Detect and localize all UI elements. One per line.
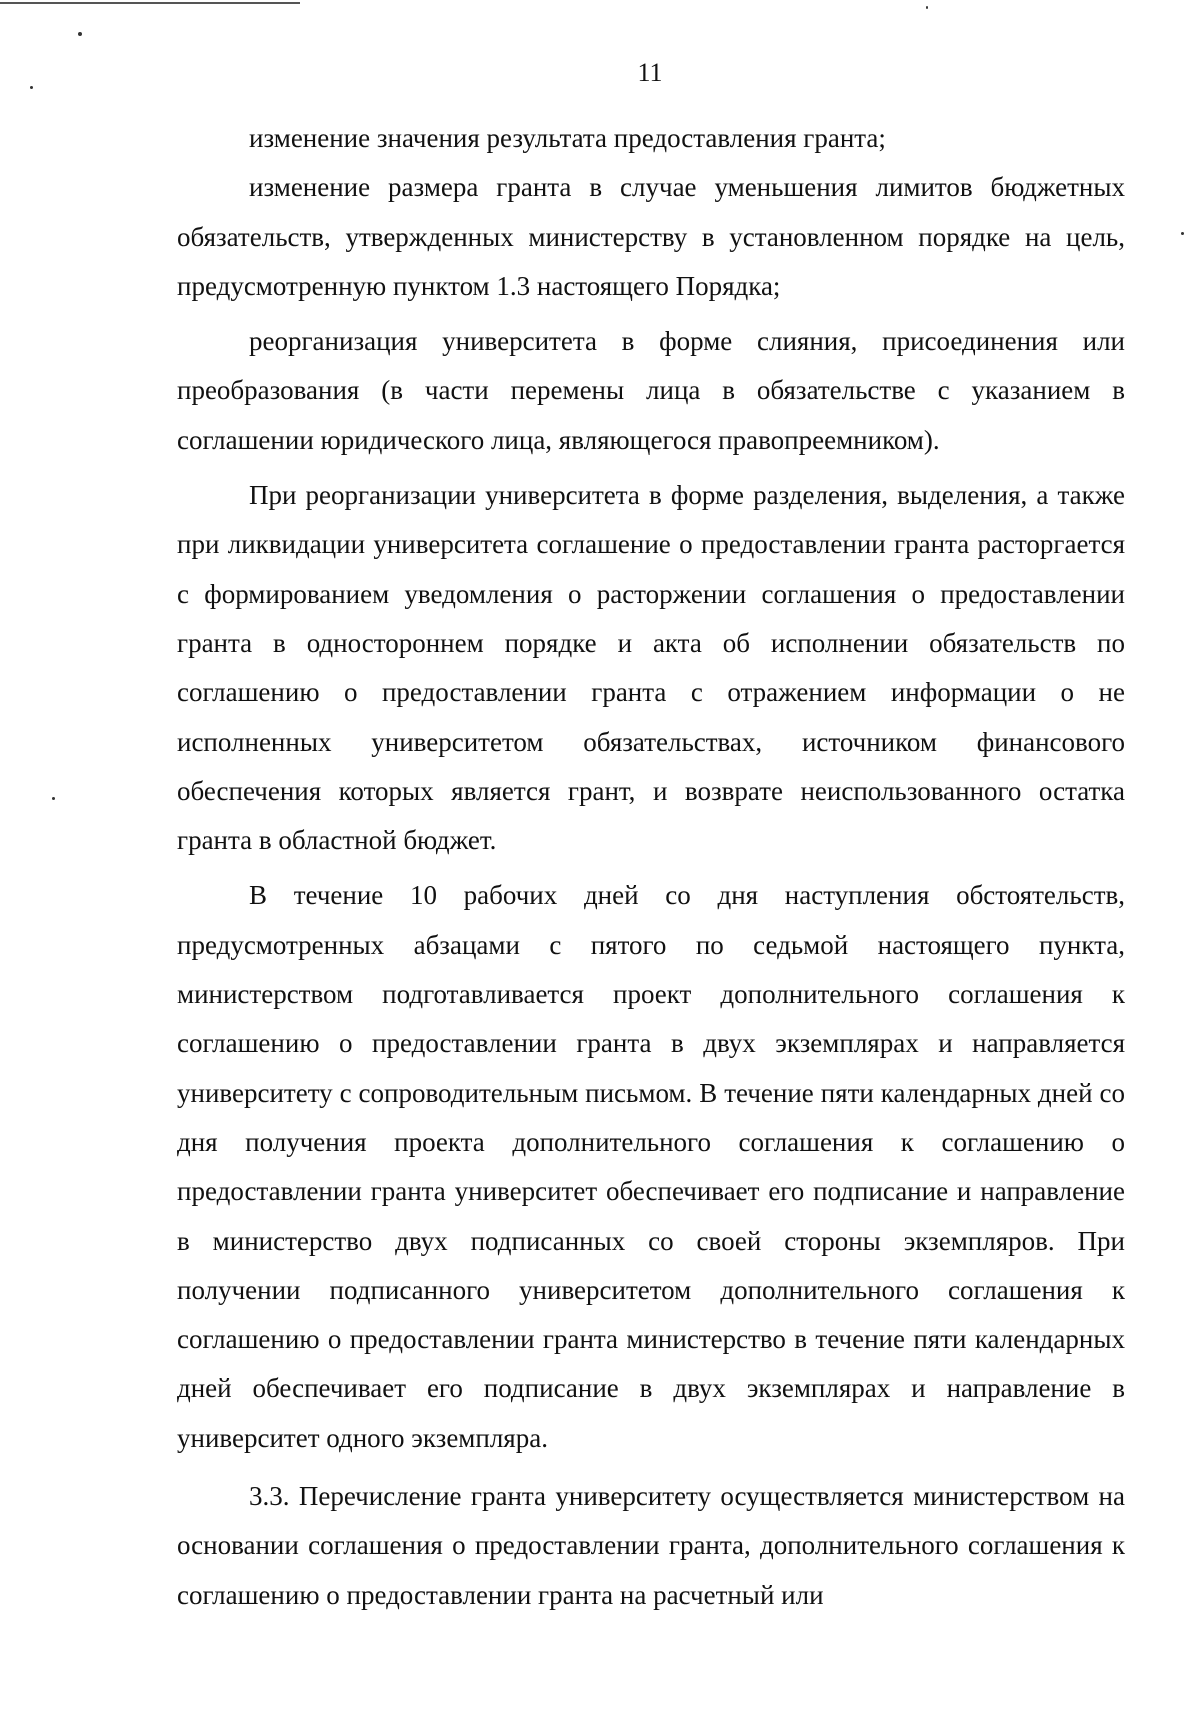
scan-speck — [52, 797, 55, 800]
scan-speck — [78, 32, 82, 36]
paragraph: При реорганизации университета в форме разделения, выделения, а также при ликвидации университета соглашение о предоставлении гранта расторгается с формированием уведомления о расторжении соглашения о предоставлении гранта в одностороннем порядке и акта об исполнении обязательств по соглашению о предоставлении гранта с отражением информации о не исполненных университетом обязательствах, источником финансового обеспечения которых является грант, и возврате неиспользованного остатка гранта в областной бюджет. — [177, 480, 1125, 856]
document-body — [177, 114, 1125, 1620]
paragraph: В течение 10 рабочих дней со дня наступления обстоятельств, предусмотренных абзацами с пятого по седьмой настоящего пункта, министерством подготавливается проект дополнительного соглашения к соглашению о предоставлении гранта в двух экземплярах и направляется университету с сопроводительным письмом. В течение пяти календарных дней со дня получения проекта дополнительного соглашения к соглашению о предоставлении гранта университет обеспечивает его подписание и направление в министерство двух подписанных со своей стороны экземпляров. При получении подписанного университетом дополнительного соглашения к соглашению о предоставлении гранта министерство в течение пяти календарных дней обеспечивает его подписание в двух экземплярах и направление в университет одного экземпляра. — [177, 880, 1125, 1453]
paragraph: 3.3. Перечисление гранта университету осуществляется министерством на основании соглашения о предоставлении гранта, дополнительного соглашения к соглашению о предоставлении гранта на расчетный или — [177, 1481, 1125, 1610]
scan-edge-line — [0, 2, 300, 4]
page-number: 11 — [637, 58, 663, 87]
paragraph: реорганизация университета в форме слияния, присоединения или преобразования (в части перемены лица в обязательстве с указанием в соглашении юридического лица, являющегося правопреемником). — [177, 326, 1125, 455]
scan-speck — [926, 6, 928, 9]
scan-speck — [1181, 232, 1184, 235]
paragraph: изменение размера гранта в случае уменьшения лимитов бюджетных обязательств, утвержденных министерству в установленном порядке на цель, предусмотренную пунктом 1.3 настоящего Порядка; — [177, 172, 1125, 301]
paragraph: изменение значения результата предоставления гранта; — [249, 123, 886, 153]
